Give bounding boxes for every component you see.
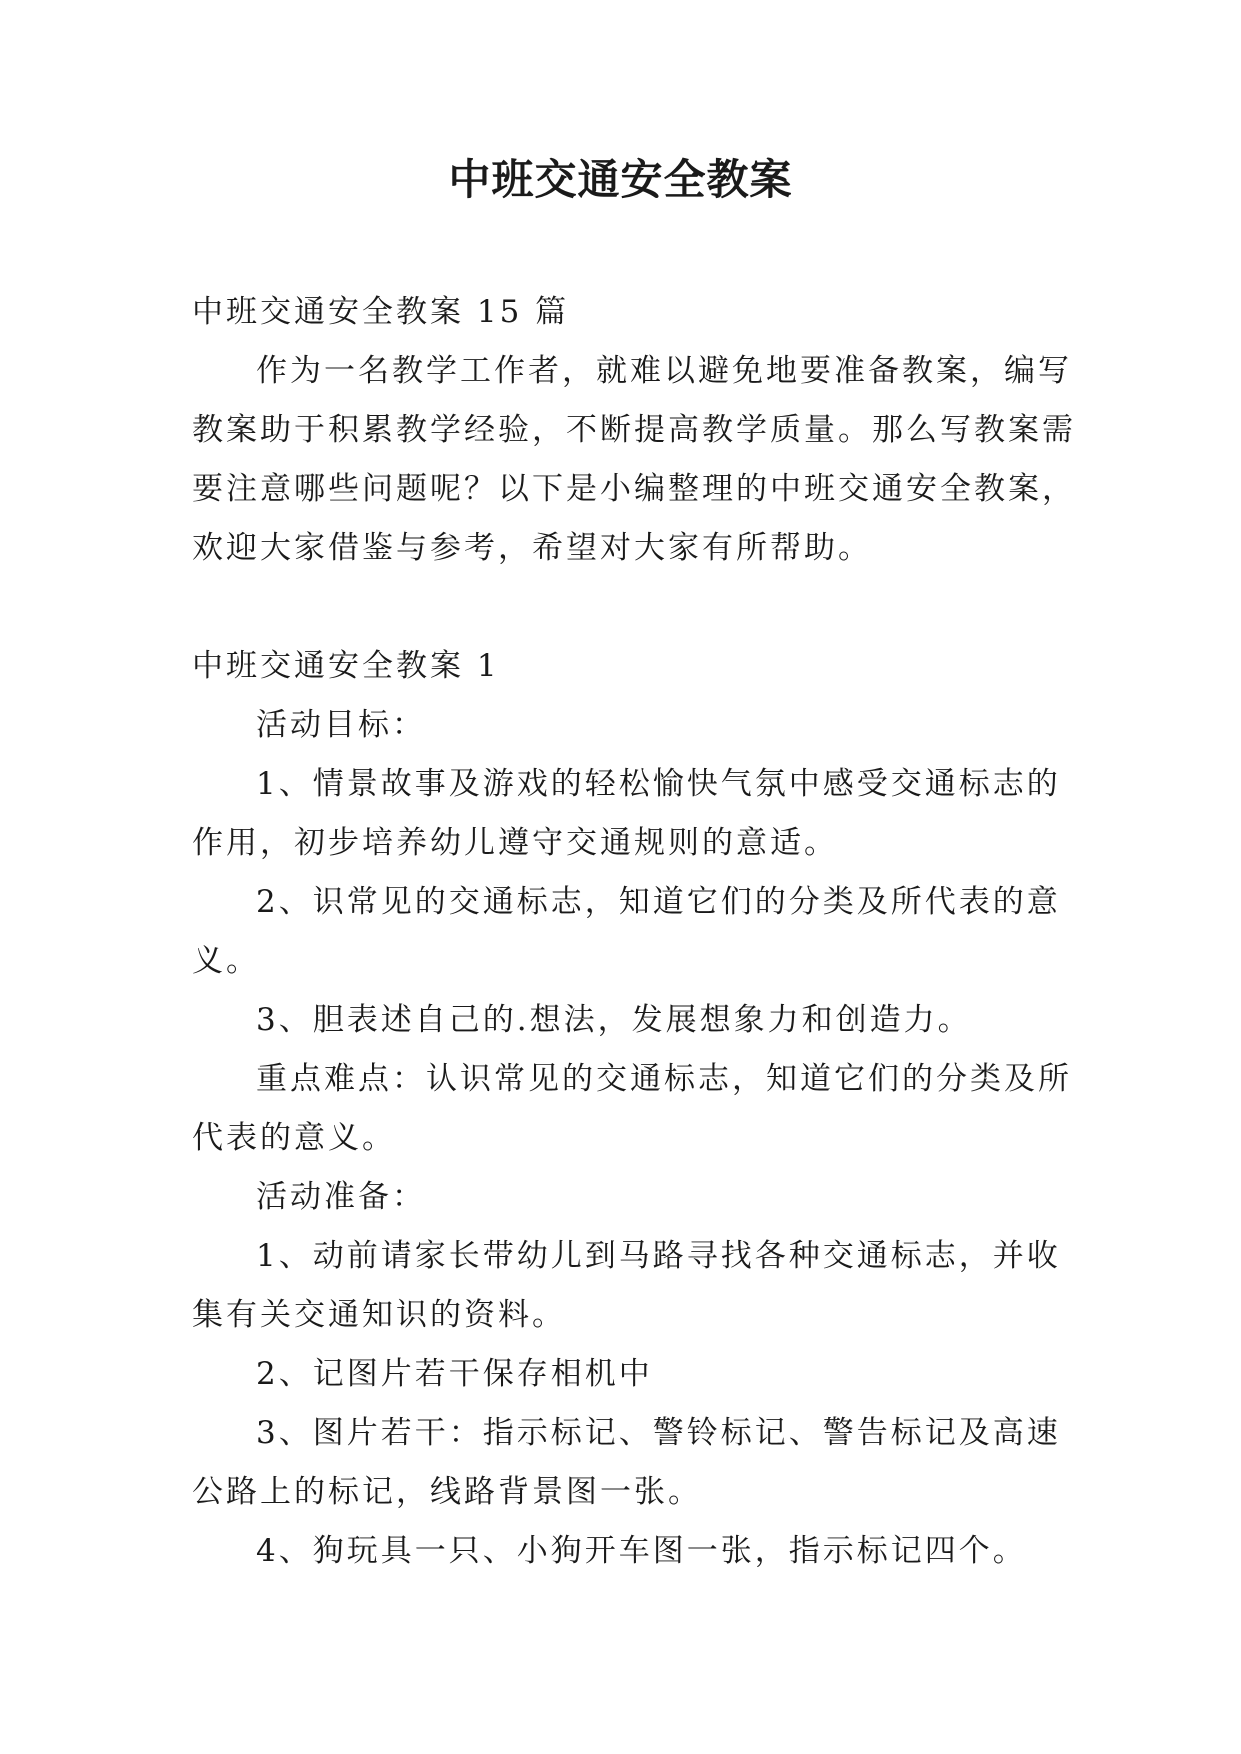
intro-line: 欢迎大家借鉴与参考，希望对大家有所帮助。 [192,530,872,566]
intro-line: 教案助于积累教学经验，不断提高教学质量。那么写教案需 [192,412,1076,448]
section-line: 4、狗玩具一只、小狗开车图一张，指示标记四个。 [256,1533,1027,1569]
section-line: 集有关交通知识的资料。 [192,1297,566,1333]
section-line: 代表的意义。 [192,1120,396,1156]
section-line: 活动目标： [256,707,426,743]
section-line: 1、情景故事及游戏的轻松愉快气氛中感受交通标志的 [256,766,1061,802]
section-line: 作用，初步培养幼儿遵守交通规则的意适。 [192,825,838,861]
section-heading: 中班交通安全教案 1 [192,648,500,684]
section-line: 活动准备： [256,1179,426,1215]
section-line: 2、识常见的交通标志，知道它们的分类及所代表的意 [256,884,1061,920]
section-line: 公路上的标记，线路背景图一张。 [192,1474,702,1510]
section-line: 1、动前请家长带幼儿到马路寻找各种交通标志，并收 [256,1238,1061,1274]
intro-line: 作为一名教学工作者，就难以避免地要准备教案，编写 [256,353,1072,389]
section-line: 3、图片若干：指示标记、警铃标记、警告标记及高速 [256,1415,1061,1451]
paragraph-gap [192,578,1072,637]
collection-subtitle: 中班交通安全教案 15 篇 [192,294,570,330]
document-title: 中班交通安全教案 [448,155,793,204]
intro-line: 要注意哪些问题呢？以下是小编整理的中班交通安全教案， [192,471,1076,507]
section-line: 2、记图片若干保存相机中 [256,1356,653,1392]
section-line: 重点难点：认识常见的交通标志，知道它们的分类及所 [256,1061,1072,1097]
section-line: 3、胆表述自己的.想法，发展想象力和创造力。 [256,1002,972,1038]
document-body [192,283,1076,1581]
section-body [192,696,1072,1581]
section-line: 义。 [192,943,260,979]
